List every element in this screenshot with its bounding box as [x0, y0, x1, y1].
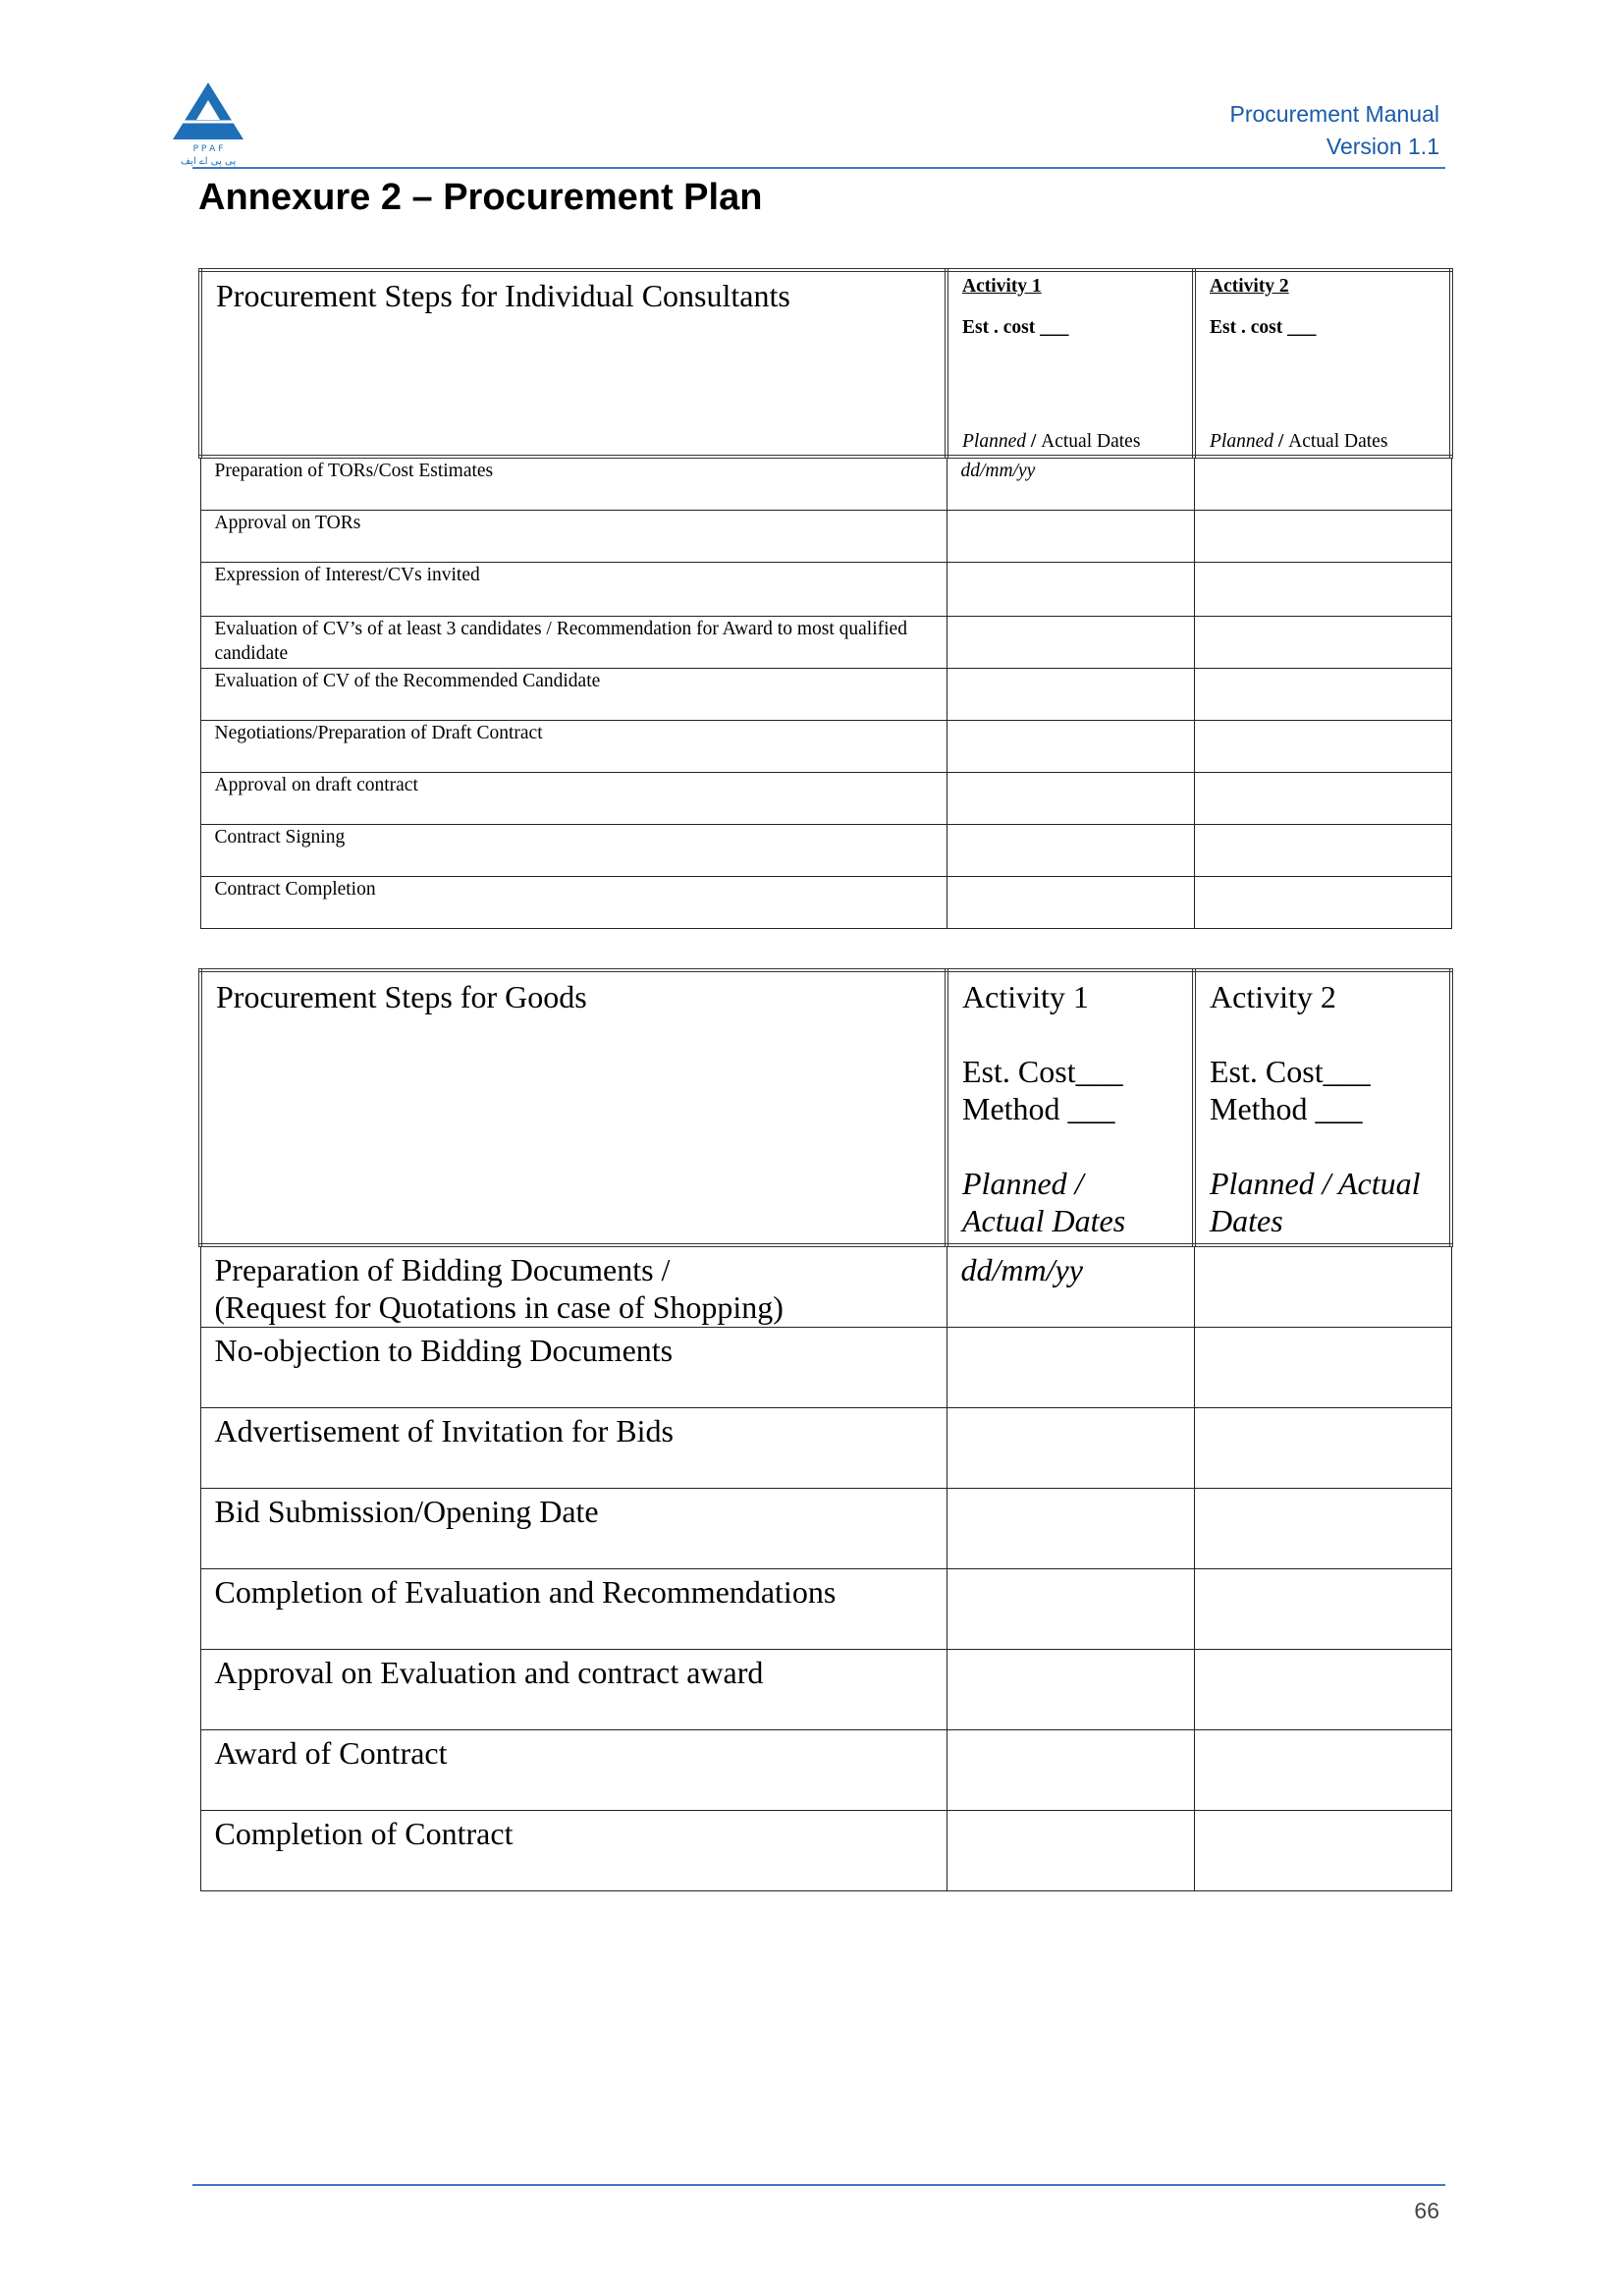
step-label: Completion of Evaluation and Recommendations	[200, 1569, 947, 1650]
version-label: Version 1.1	[1326, 134, 1439, 159]
consultants-activity-2-header	[1194, 270, 1451, 457]
date-cell	[1194, 1245, 1451, 1328]
date-cell	[1194, 1408, 1451, 1489]
date-cell	[947, 1408, 1194, 1489]
step-label: Completion of Contract	[200, 1811, 947, 1891]
step-label: Evaluation of CV of the Recommended Candidate	[200, 669, 947, 721]
date-cell	[1194, 1328, 1451, 1408]
manual-name: Procurement Manual	[1229, 101, 1439, 127]
step-label: Advertisement of Invitation for Bids	[200, 1408, 947, 1489]
table-row	[200, 1730, 1451, 1811]
date-cell	[1194, 721, 1451, 773]
table-row	[200, 1569, 1451, 1650]
table-row	[200, 877, 1451, 929]
step-label: Contract Completion	[200, 877, 947, 929]
table-row	[200, 1408, 1451, 1489]
step-label: No-objection to Bidding Documents	[200, 1328, 947, 1408]
header-info	[1230, 98, 1440, 163]
activity-name: Activity 1	[962, 979, 1089, 1014]
table-row	[200, 669, 1451, 721]
step-label: Approval on Evaluation and contract award	[200, 1650, 947, 1730]
date-cell	[947, 1489, 1194, 1569]
date-cell	[947, 617, 1194, 669]
page-number: 66	[1414, 2198, 1439, 2223]
step-label: Award of Contract	[200, 1730, 947, 1811]
activity-est-cost: Est . cost ___	[1210, 317, 1317, 338]
date-cell	[947, 773, 1194, 825]
goods-activity-1-header	[947, 970, 1194, 1245]
activity-name: Activity 2	[1210, 276, 1289, 297]
date-cell	[947, 1569, 1194, 1650]
step-label: Negotiations/Preparation of Draft Contract	[200, 721, 947, 773]
date-cell	[947, 1811, 1194, 1891]
step-label: Approval on draft contract	[200, 773, 947, 825]
step-label: Bid Submission/Opening Date	[200, 1489, 947, 1569]
table-row	[200, 1245, 1451, 1328]
date-cell	[947, 877, 1194, 929]
date-cell	[1194, 773, 1451, 825]
date-cell	[1194, 617, 1451, 669]
goods-table-header	[200, 970, 1451, 1245]
date-cell	[947, 511, 1194, 563]
logo-letters: P P A F	[192, 144, 224, 154]
table-row	[200, 511, 1451, 563]
activity-dates-label: Planned / Actual Dates	[962, 431, 1141, 452]
consultants-heading: Procurement Steps for Individual Consultants	[200, 270, 947, 457]
activity-dates-label: Planned /	[962, 1166, 1084, 1201]
logo-script: پی پی اے ایف	[180, 156, 237, 167]
table-row	[200, 563, 1451, 617]
activity-est-cost: Est . cost ___	[962, 317, 1069, 338]
date-cell	[1194, 511, 1451, 563]
date-cell	[1194, 1730, 1451, 1811]
goods-plan-table	[198, 968, 1453, 1891]
footer-divider	[192, 2184, 1445, 2186]
header-divider	[192, 167, 1445, 169]
date-cell	[947, 1328, 1194, 1408]
activity-est-cost: Est. Cost___	[962, 1054, 1123, 1089]
step-label: Preparation of TORs/Cost Estimates	[200, 457, 947, 511]
date-cell	[1194, 1811, 1451, 1891]
date-cell	[947, 1730, 1194, 1811]
activity-est-cost: Est. Cost___	[1210, 1054, 1371, 1089]
table-row	[200, 1650, 1451, 1730]
date-cell	[947, 1650, 1194, 1730]
table-row	[200, 1811, 1451, 1891]
date-cell	[1194, 669, 1451, 721]
date-cell: dd/mm/yy	[947, 1245, 1194, 1328]
step-label: Expression of Interest/CVs invited	[200, 563, 947, 617]
date-cell	[1194, 457, 1451, 511]
step-label: Evaluation of CV’s of at least 3 candidates / Recommendation for Award to most qualified candidate	[200, 617, 947, 669]
date-cell	[947, 669, 1194, 721]
activity-dates-label: Dates	[1210, 1203, 1283, 1238]
table-row	[200, 773, 1451, 825]
table-row	[200, 825, 1451, 877]
step-label: Preparation of Bidding Documents / (Request for Quotations in case of Shopping)	[200, 1245, 947, 1328]
date-cell	[1194, 877, 1451, 929]
table-row	[200, 1328, 1451, 1408]
table-row	[200, 1489, 1451, 1569]
table-row	[200, 617, 1451, 669]
activity-name: Activity 2	[1210, 979, 1336, 1014]
activity-dates-label: Planned / Actual Dates	[1210, 431, 1388, 452]
activity-method: Method ___	[962, 1091, 1115, 1126]
date-cell	[1194, 563, 1451, 617]
step-label: Approval on TORs	[200, 511, 947, 563]
date-cell	[947, 825, 1194, 877]
consultants-activity-1-header	[947, 270, 1194, 457]
activity-dates-label: Planned / Actual	[1210, 1166, 1421, 1201]
ppaf-logo	[167, 79, 249, 167]
date-cell	[1194, 1569, 1451, 1650]
table-row	[200, 721, 1451, 773]
date-cell	[947, 563, 1194, 617]
activity-name: Activity 1	[962, 276, 1042, 297]
consultants-table-header	[200, 270, 1451, 457]
activity-dates-label: Actual Dates	[962, 1203, 1126, 1238]
goods-heading: Procurement Steps for Goods	[200, 970, 947, 1245]
date-cell: dd/mm/yy	[947, 457, 1194, 511]
date-cell	[947, 721, 1194, 773]
date-cell	[1194, 1489, 1451, 1569]
date-cell	[1194, 1650, 1451, 1730]
page-title: Annexure 2 – Procurement Plan	[198, 177, 763, 218]
goods-activity-2-header	[1194, 970, 1451, 1245]
table-row	[200, 457, 1451, 511]
activity-method: Method ___	[1210, 1091, 1363, 1126]
consultants-plan-table	[198, 268, 1453, 929]
step-label: Contract Signing	[200, 825, 947, 877]
date-cell	[1194, 825, 1451, 877]
